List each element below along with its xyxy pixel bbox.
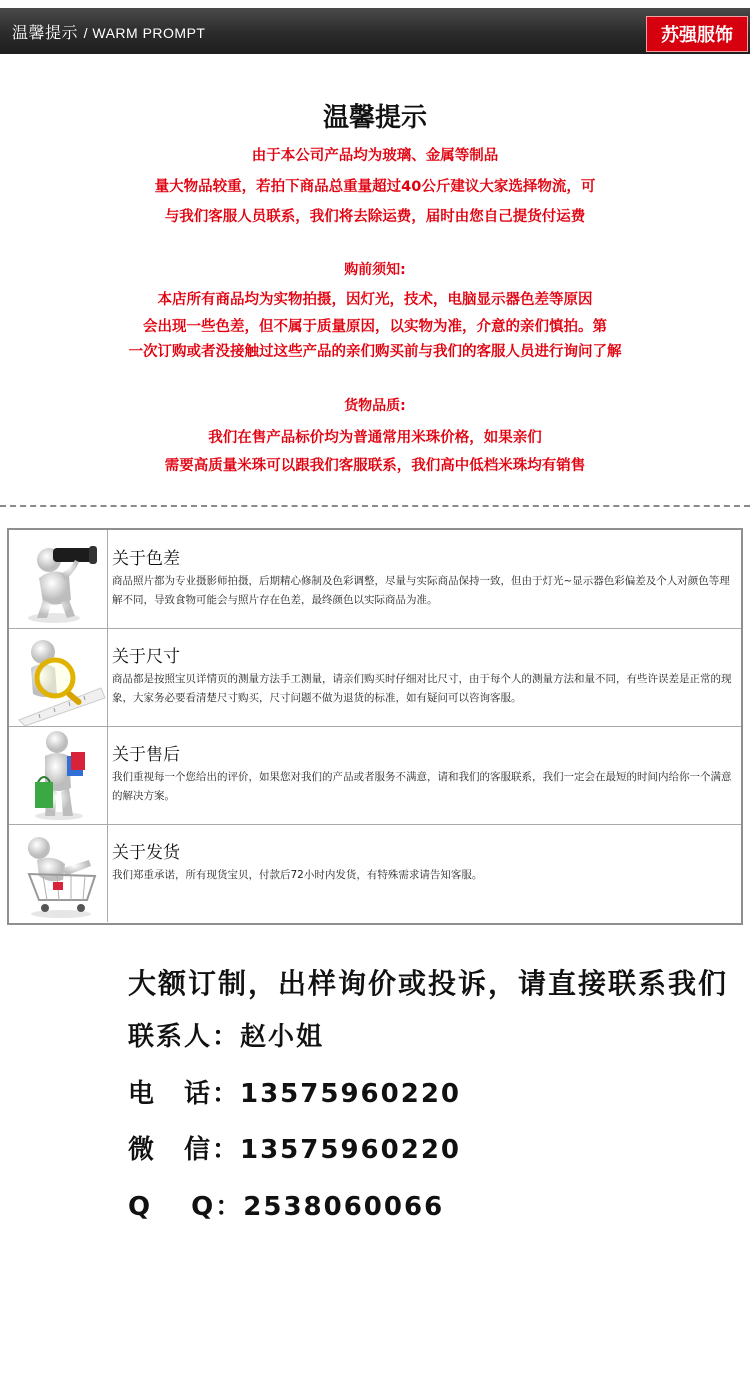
info-table <box>7 528 743 925</box>
row-title: 关于发货 <box>112 843 180 863</box>
quality-heading: 货物品质: <box>344 398 406 414</box>
info-row-color <box>9 530 741 629</box>
info-row-size <box>9 628 741 727</box>
shipping-line: 由于本公司产品均为玻璃、金属等制品 <box>251 148 499 164</box>
row-text: 商品都是按照宝贝详情页的测量方法手工测量，请亲们购买时仔细对比尺寸，由于每个人的测量方法和量不同，有些许误差是正常的现象，大家务必要看清楚尺寸购买，尺寸问题不做为退货的标准，如有疑问可以咨询客服。 <box>112 673 732 704</box>
prepurchase-heading: 购前须知: <box>344 262 406 278</box>
quality-notice <box>0 391 750 479</box>
prepurchase-line: 本店所有商品均为实物拍摄，因灯光，技术，电脑显示器色差等原因 <box>157 292 593 308</box>
header-title <box>12 20 205 43</box>
row-text: 我们郑重承诺，所有现货宝贝，付款后72小时内发货，有特殊需求请告知客服。 <box>112 869 483 881</box>
prepurchase-notice <box>0 255 750 365</box>
dashed-divider <box>0 505 750 507</box>
shopping-cart-figure-icon <box>9 824 108 922</box>
shopping-bags-figure-icon <box>9 726 108 824</box>
info-row-aftersale <box>9 726 741 825</box>
header-title-cn: 温馨提示 <box>12 23 79 42</box>
prepurchase-line: 会出现一些色差，但不属于质量原因，以实物为准，介意的亲们慎拍。第 <box>143 319 607 335</box>
shipping-line: 与我们客服人员联系，我们将去除运费，届时由您自己提货付运费 <box>164 209 586 225</box>
magnifier-ruler-figure-icon <box>9 628 108 726</box>
contact-qq: Q Q：2538060066 <box>128 1192 445 1222</box>
quality-line: 我们在售产品标价均为普通常用米珠价格，如果亲们 <box>208 430 542 446</box>
row-text: 商品照片都为专业摄影师拍摄，后期精心修制及色彩调整，尽量与实际商品保持一致，但由于灯光~显示器色彩偏差及个人对颜色等理解不同，导致食物可能会与照片存在色差，最终颜色以实际商品为准。 <box>112 575 730 606</box>
contact-wechat: 微 信：13575960220 <box>128 1135 461 1165</box>
row-title: 关于尺寸 <box>112 647 180 667</box>
row-title: 关于售后 <box>112 745 180 765</box>
photographer-figure-icon <box>9 530 108 628</box>
row-text: 我们重视每一个您给出的评价，如果您对我们的产品或者服务不满意，请和我们的客服联系，我们一定会在最短的时间内给你一个满意的解决方案。 <box>112 771 732 802</box>
shipping-line: 量大物品较重，若拍下商品总重量超过40公斤建议大家选择物流，可 <box>154 179 596 195</box>
row-title: 关于色差 <box>112 549 180 569</box>
contact-phone: 电 话：13575960220 <box>128 1079 461 1109</box>
brand-badge: 苏强服饰 <box>646 16 748 52</box>
quality-line: 需要高质量米珠可以跟我们客服联系，我们高中低档米珠均有销售 <box>164 458 586 474</box>
prepurchase-line: 一次订购或者没接触过这些产品的亲们购买前与我们的客服人员进行询问了解 <box>128 344 622 360</box>
info-row-delivery <box>9 824 741 922</box>
header-bar <box>0 8 750 54</box>
contact-headline: 大额订制，出样询价或投诉，请直接联系我们 <box>128 967 729 1000</box>
contact-person: 联系人：赵小姐 <box>128 1022 325 1052</box>
header-title-en: / WARM PROMPT <box>83 25 206 41</box>
shipping-notice <box>0 141 750 232</box>
notice-title: 温馨提示 <box>322 103 427 133</box>
